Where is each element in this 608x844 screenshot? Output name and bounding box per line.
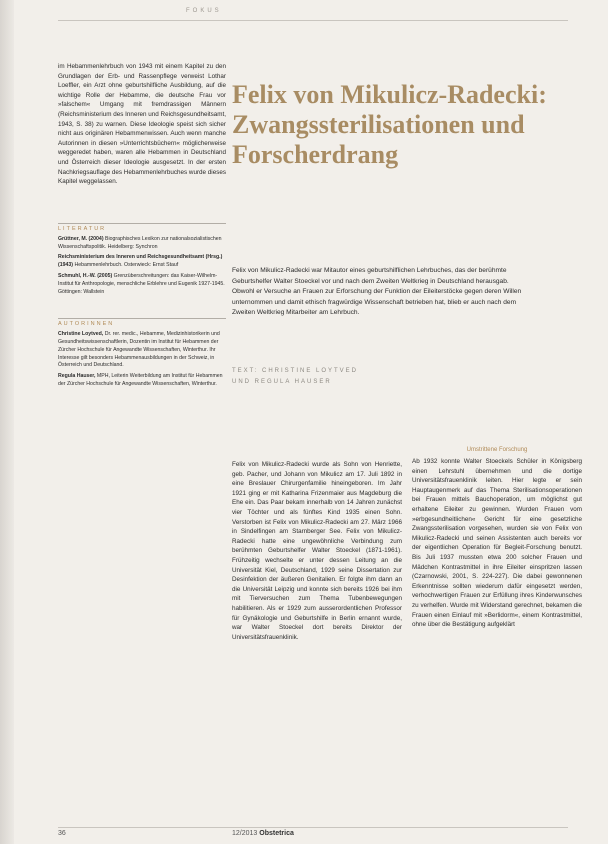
author-bio: Christine Loytved, Dr. rer. medic., Hebamme, Medizinhistorikerin und Gesundheitswissenschaftlerin, Dozentin im Institut für Hebammen der Zürcher Hochschule für Angewandte Wissenschaften, Winterthur. Ihr Interesse gilt besonders Hebammenausbildungen in der Schweiz, in Österreich und Deutschland. xyxy=(58,331,220,369)
section-label: FOKUS xyxy=(186,8,222,14)
left-column xyxy=(58,62,226,392)
page-number: 36 xyxy=(58,830,66,837)
header-rule xyxy=(58,20,568,21)
literatur-heading: LITERATUR xyxy=(58,225,107,232)
reference-item: Reichsministerium des Inneren und Reichsgesundheitsamt (Hrsg.) (1943) Hebammenlehrbuch. Osterwieck: Ernst Stauf xyxy=(58,254,223,269)
autorinnen-heading: AUTORINNEN xyxy=(58,321,115,328)
body-text-2: Ab 1932 konnte Walter Stoeckels Schüler in Königsberg einen Lehrstuhl übernehmen und die dortige Universitätsfrauenklinik leiten. Hier legte er sein Hauptaugenmerk auf das Thema Sterilisationsoperationen bei Frauen mittels Bauchoperation, um möglichst gut erhaltene Eileiter zu gewinnen. Wurden Frauen vom »erbgesundheitlichen« Gericht für eine gesetzliche Zwangssterilisation vorgesehen, wurden sie von Felix von Mikulicz-Radecki und seinen Assistenten auch bereits vor der eigentlichen Operation für Begleit-Forschung benutzt. Bis Juli 1937 mussten etwa 200 solcher Frauen und Mädchen Kontrastmittel in ihre Eileiter einspritzen lassen (Czarnowski, 2001, S. 224-227). Die dabei gewonnenen Erkenntnisse sollten wiederum dafür eingesetzt werden, verhochwertigen Frauen zur Erfüllung ihres Kinderwunsches zu verhelfen. Wurde mit Widerstand gerechnet, bekamen die Frauen einen Einlauf mit »Berlidorm«, einem Kontrastmittel, ohne über die Bestätigung aufgeklärt xyxy=(412,458,582,629)
credits-line-1: TEXT: CHRISTINE LOYTVED xyxy=(232,368,359,374)
author-bio: Regula Hauser, MPH, Leiterin Weiterbildung am Institut für Hebammen der Zürcher Hochschule für Angewandte Wissenschaften, Winterthur. xyxy=(58,373,223,388)
article-title: Felix von Mikulicz-Radecki: Zwangssterilisationen und Forscherdrang xyxy=(232,80,547,169)
body-text-1: Felix von Mikulicz-Radecki wurde als Sohn von Henriette, geb. Pacher, und Johann von Mikulicz am 17. Juli 1892 in eine Breslauer Chirurgenfamilie hineingeboren. Im Jahr 1921 ging er mit Katharina Frizenmaier aus Magdeburg die Ehe ein. Das Paar bekam innerhalb von 14 Jahren zunächst vier Töchter und als fünftes Kind 1935 einen Sohn. Verstorben ist Felix von Mikulicz-Radecki am 27. März 1966 in Sindelfingen am Starnberger See. Felix von Mikulicz-Radecki hatte eine ungewöhnliche Verbindung zum berühmten Geburtshelfer Walter Stoeckel (1871-1961). Frühzeitig wechselte er unter dessen Leitung an die Universität Kiel, Deutschland, 1929 seine Dissertation zur Desinfektion der äußeren Genitalien. Er folgte ihm dann an die Universität Leipzig und konnte sich bereits 1926 bei ihm mit Tierversuchen zum Thema Tubenbewegungen habilitieren. Als er 1929 zum ausserordentlichen Professor für Gynäkologie und Geburtshilfe in Berlin ernannt wurde, war Walter Stoeckel dort bereits Direktor der Universitätsfrauenklinik. xyxy=(232,461,402,641)
reference-item: Grüttner, M. (2004) Biographisches Lexikon zur nationalsozialistischen Wissenschaftspolitik. Heidelberg: Synchron xyxy=(58,235,222,250)
article-lead: Felix von Mikulicz-Radecki war Mitautor eines geburtshilflichen Lehrbuches, das der berühmte Geburtshelfer Walter Stoeckel vor und nach dem Zweiten Weltkrieg in Deutschland herausgab. Obwohl er Versuche an Frauen zur Erforschung der Funktion der Eileiterstöcke gegen deren Willen unternommen und damit ethisch fragwürdige Wissenschaft betrieben hat, blieb er auch nach dem Zweiten Weltkrieg Mitarbeiter am Lehrbuch. xyxy=(232,267,522,316)
issue-number: 12/2013 xyxy=(232,830,258,837)
footer-rule xyxy=(58,827,568,828)
journal-name: Obstetrica xyxy=(259,830,294,837)
credits-line-2: UND REGULA HAUSER xyxy=(232,379,332,385)
left-paragraph: im Hebammenlehrbuch von 1943 mit einem Kapitel zu den Grundlagen der Erb- und Rassenpflege verweist Lothar Loeffler, ein Arzt ohne geburtshilfliche Ausbildung, auf die wichtige Rolle der Hebamme, die deutsche Frau vor »falschem« Umgang mit fremdrassigen Männern (Reichsministerium des Inneren und Reichsgesundheitsamt, 1943, S. 38) zu warnen. Diese Ideologie speist sich sicher nicht aus originären Hebammenwissen. Auch wenn manche Autorinnen in diesen »Unterrichtsbüchern« möglicherweise weggeredet haben, waren alle Hebammen in Deutschland und Österreich dieser Ideologie ausgesetzt. In der ersten Nachkriegsauflage des Hebammenlehrbuches wurde dieses Kapitel weggelassen. xyxy=(58,63,227,186)
body-column-2 xyxy=(412,446,582,630)
reference-item: Schmuhl, H.-W. (2005) Grenzüberschreitungen: das Kaiser-Wilhelm-Institut für Anthropologie, menschliche Erblehre und Eugenik 1927-1945. Göttingen: Wallstein xyxy=(58,272,225,295)
page-edge xyxy=(0,0,14,844)
body-column-1 xyxy=(232,460,402,642)
article-credits xyxy=(232,366,532,388)
literatur-rule xyxy=(58,223,226,224)
journal-footer xyxy=(232,830,294,837)
column-subheading: Umstrittene Forschung xyxy=(466,447,528,453)
autorinnen-rule xyxy=(58,318,226,319)
